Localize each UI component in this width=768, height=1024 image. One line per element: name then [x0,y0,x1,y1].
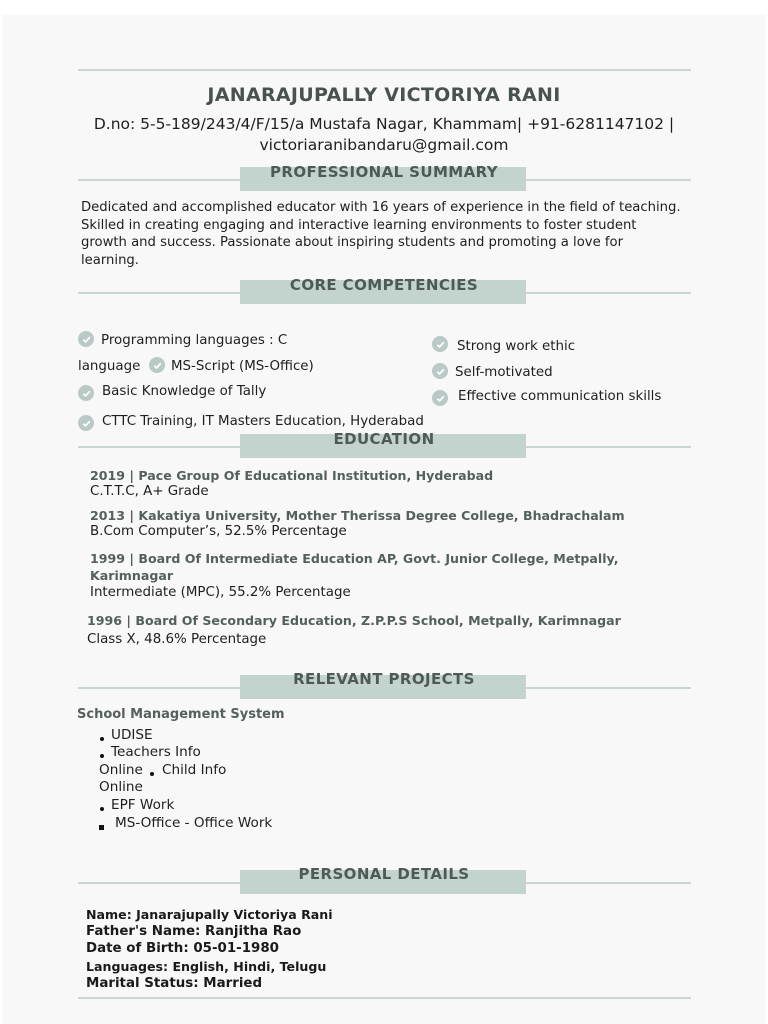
competency-programming: Programming languages : C [101,333,288,348]
summary-text: Dedicated and accomplished educator with 16 years of experience in the field of teaching. Skilled in creating engaging and interactive learning environments to foster student growth and success. Passionate about inspiring students and promoting a love for learning. [81,200,681,268]
summary-title: PROFESSIONAL SUMMARY [269,163,499,181]
bullet-icon [100,737,104,741]
personal-dob: Date of Birth: 05-01-1980 [86,941,279,956]
project-item: MS-Office - Office Work [115,815,273,831]
competency-self-motivated: Self-motivated [455,365,553,380]
personal-name: Name: Janarajupally Victoriya Rani [86,907,333,922]
personal-title: PERSONAL DETAILS [298,865,470,883]
candidate-name: JANARAJUPALLY VICTORIYA RANI [207,84,561,106]
personal-father: Father's Name: Ranjitha Rao [86,924,302,939]
top-divider [78,69,691,71]
education-heading-cont: Karimnagar [90,568,174,583]
bullet-icon [100,807,104,811]
project-item: Online [99,762,143,778]
bullet-icon [150,772,154,776]
check-circle-icon [149,357,165,373]
bullet-icon [100,754,104,758]
personal-marital: Marital Status: Married [86,976,263,991]
project-item: Teachers Info [111,744,201,760]
check-circle-icon [78,331,94,347]
check-circle-icon [432,390,448,406]
education-heading: 2019 | Pace Group Of Educational Institution, Hyderabad [90,468,494,483]
square-bullet-icon [99,825,104,830]
project-item: EPF Work [111,797,175,813]
personal-languages: Languages: English, Hindi, Telugu [86,959,327,974]
education-heading: 2013 | Kakatiya University, Mother Therissa Degree College, Bhadrachalam [90,508,625,523]
competency-work-ethic: Strong work ethic [457,339,576,354]
education-detail: Class X, 48.6% Percentage [87,632,267,647]
check-circle-icon [78,385,94,401]
project-item: UDISE [111,727,153,743]
check-circle-icon [78,415,94,431]
check-circle-icon [432,336,448,352]
bottom-divider [78,997,691,999]
competency-programming-cont: language [78,359,141,374]
education-heading: 1996 | Board Of Secondary Education, Z.P.P.S School, Metpally, Karimnagar [87,613,621,628]
competencies-title: CORE COMPETENCIES [289,276,479,294]
competency-tally: Basic Knowledge of Tally [102,384,267,399]
contact-email: victoriaranibandaru@gmail.com [259,136,509,154]
project-item: Online [99,779,143,795]
check-circle-icon [432,363,448,379]
education-heading: 1999 | Board Of Intermediate Education AP, Govt. Junior College, Metpally, [90,551,619,566]
education-detail: C.T.T.C, A+ Grade [90,484,209,499]
project-title: School Management System [77,707,285,722]
competency-cttc: CTTC Training, IT Masters Education, Hyderabad [102,414,424,429]
education-detail: B.Com Computer’s, 52.5% Percentage [90,524,347,539]
competency-ms-script: MS-Script (MS-Office) [171,359,314,374]
projects-title: RELEVANT PROJECTS [293,670,475,688]
contact-address-phone: D.no: 5-5-189/243/4/F/15/a Mustafa Nagar, Khammam| +91-6281147102 | [93,115,675,133]
project-item: Child Info [162,762,227,778]
education-title: EDUCATION [333,430,435,448]
competency-communication: Effective communication skills [458,389,662,404]
education-detail: Intermediate (MPC), 55.2% Percentage [90,585,351,600]
